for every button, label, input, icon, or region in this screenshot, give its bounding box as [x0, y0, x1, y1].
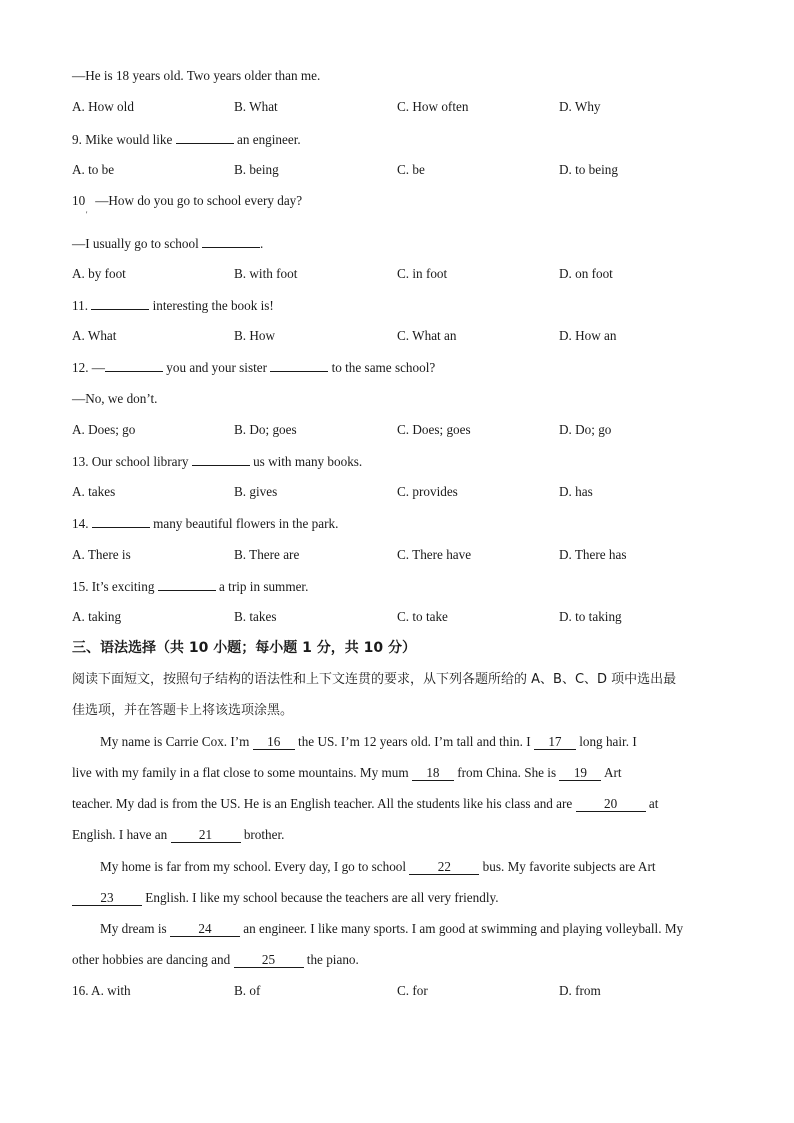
q9-question: 9. Mike would like an engineer.	[72, 132, 301, 147]
blank-16: 16	[253, 735, 295, 750]
q16-option-c[interactable]: C. for	[397, 983, 428, 998]
q13-blank	[192, 453, 250, 466]
passage-p1-line4: English. I have an 21 brother.	[72, 827, 285, 842]
q12-option-d[interactable]: D. Do; go	[559, 422, 612, 437]
blank-17: 17	[534, 735, 576, 750]
q14-blank	[92, 515, 150, 528]
q9-option-b[interactable]: B. being	[234, 162, 279, 177]
q10-option-c[interactable]: C. in foot	[397, 266, 448, 281]
passage-p3-line1: My dream is 24 an engineer. I like many sports. I am good at swimming and playing volleyball. My	[100, 921, 684, 936]
q15-option-c[interactable]: C. to take	[397, 609, 448, 624]
q11-option-b[interactable]: B. How	[234, 328, 276, 343]
q15-question: 15. It’s exciting a trip in summer.	[72, 579, 309, 594]
passage-p1-line1: My name is Carrie Cox. I’m 16 the US. I’m 12 years old. I’m tall and thin. I 17 long hair. I	[100, 734, 637, 749]
q10-option-a[interactable]: A. by foot	[72, 266, 126, 281]
q10-question: 10 —How do you go to school every day?	[72, 193, 303, 208]
q14-option-b[interactable]: B. There are	[234, 547, 300, 562]
q15-option-b[interactable]: B. takes	[234, 609, 277, 624]
q11-question: 11. interesting the book is!	[72, 298, 274, 313]
q10-option-b[interactable]: B. with foot	[234, 266, 298, 281]
section-3-instruction-1: 阅读下面短文，按照句子结构的语法性和上下文连贯的要求，从下列各题所给的 A、B、C、D 项中选出最	[72, 672, 677, 687]
q13-option-d[interactable]: D. has	[559, 484, 593, 499]
passage-p1-line3: teacher. My dad is from the US. He is an English teacher. All the students like his class and are 20 at	[72, 796, 659, 811]
blank-24: 24	[170, 922, 240, 937]
blank-23: 23	[72, 891, 142, 906]
q16-option-a[interactable]: 16. A. with	[72, 983, 131, 998]
blank-25: 25	[234, 953, 304, 968]
passage-p3-line2: other hobbies are dancing and 25 the piano.	[72, 952, 359, 967]
q10-number: 10	[72, 193, 86, 208]
q11-option-a[interactable]: A. What	[72, 328, 117, 343]
q13-question: 13. Our school library us with many books.	[72, 454, 363, 469]
q9-option-d[interactable]: D. to being	[559, 162, 618, 177]
blank-18: 18	[412, 766, 454, 781]
q12-blank-2	[270, 359, 328, 372]
q15-option-a[interactable]: A. taking	[72, 609, 122, 624]
q12-option-b[interactable]: B. Do; goes	[234, 422, 297, 437]
passage-p2-line1: My home is far from my school. Every day, I go to school 22 bus. My favorite subjects are Art	[100, 859, 656, 874]
blank-22: 22	[409, 860, 479, 875]
q15-blank	[158, 578, 216, 591]
q12-blank-1	[105, 359, 163, 372]
q15-option-d[interactable]: D. to taking	[559, 609, 622, 624]
q16-option-d[interactable]: D. from	[559, 983, 601, 998]
q8-option-c[interactable]: C. How often	[397, 99, 469, 114]
q10-option-d[interactable]: D. on foot	[559, 266, 613, 281]
section-3-instruction-2: 佳选项，并在答题卡上将该选项涂黑。	[72, 703, 294, 718]
q9-option-c[interactable]: C. be	[397, 162, 425, 177]
q13-option-c[interactable]: C. provides	[397, 484, 458, 499]
q8-option-a[interactable]: A. How old	[72, 99, 134, 114]
blank-20: 20	[576, 797, 646, 812]
blank-21: 21	[171, 828, 241, 843]
q8-option-d[interactable]: D. Why	[559, 99, 601, 114]
stray-mark: '	[86, 210, 88, 219]
q14-option-a[interactable]: A. There is	[72, 547, 131, 562]
q10-blank	[202, 235, 260, 248]
q14-option-d[interactable]: D. There has	[559, 547, 627, 562]
q12-option-c[interactable]: C. Does; goes	[397, 422, 471, 437]
blank-19: 19	[559, 766, 601, 781]
passage-p1-line2: live with my family in a flat close to some mountains. My mum 18 from China. She is 19 Art	[72, 765, 622, 780]
q13-option-b[interactable]: B. gives	[234, 484, 278, 499]
q10-answer: —I usually go to school .	[72, 236, 264, 251]
q12-question: 12. — you and your sister to the same school?	[72, 360, 436, 375]
q8-answer: —He is 18 years old. Two years older than me.	[72, 68, 321, 83]
q13-option-a[interactable]: A. takes	[72, 484, 116, 499]
passage-p2-line2: 23 English. I like my school because the teachers are all very friendly.	[72, 890, 724, 906]
q14-option-c[interactable]: C. There have	[397, 547, 472, 562]
q12-answer: —No, we don’t.	[72, 391, 158, 406]
q12-option-a[interactable]: A. Does; go	[72, 422, 136, 437]
q11-blank	[91, 297, 149, 310]
q9-blank	[176, 131, 234, 144]
q11-option-c[interactable]: C. What an	[397, 328, 457, 343]
q9-option-a[interactable]: A. to be	[72, 162, 115, 177]
q14-question: 14. many beautiful flowers in the park.	[72, 516, 339, 531]
q16-option-b[interactable]: B. of	[234, 983, 261, 998]
q11-option-d[interactable]: D. How an	[559, 328, 617, 343]
q8-option-b[interactable]: B. What	[234, 99, 278, 114]
section-3-title: 三、语法选择（共 10 小题；每小题 1 分，共 10 分）	[72, 640, 416, 656]
